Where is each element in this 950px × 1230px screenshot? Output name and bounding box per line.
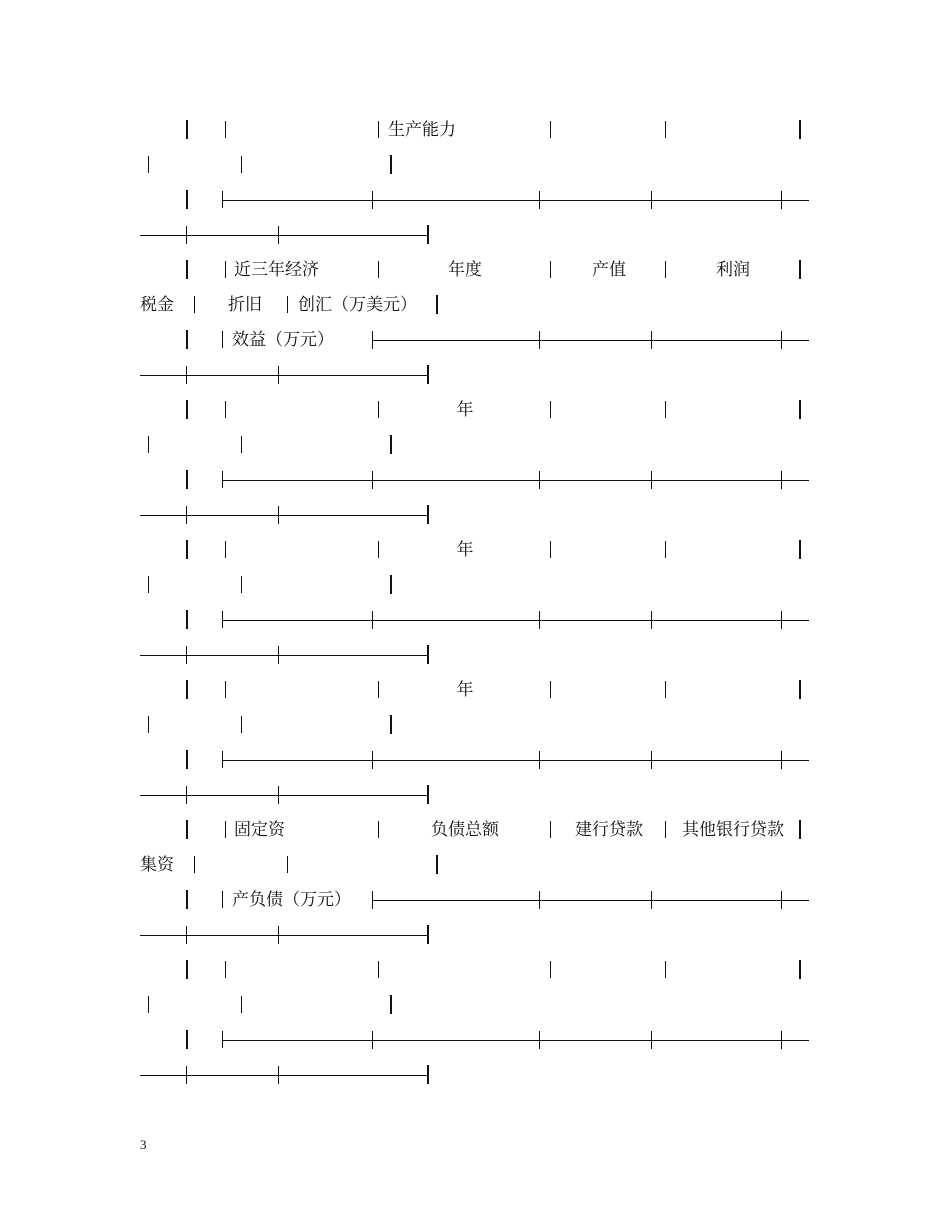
- rule-line: [140, 375, 429, 376]
- cell-border: [287, 296, 288, 313]
- cell-label-5: 税金: [140, 295, 174, 315]
- cell-border: [186, 890, 188, 909]
- cell-border: [378, 681, 379, 698]
- cell-border: [186, 960, 188, 979]
- rule-junction: [186, 786, 187, 804]
- cell-border: [550, 121, 551, 138]
- rule-junction: [278, 926, 279, 944]
- cell-border: [427, 505, 429, 524]
- rule-junction: [372, 611, 373, 629]
- cell-border: [665, 681, 666, 698]
- rule-junction: [186, 926, 187, 944]
- rule-junction: [186, 506, 187, 524]
- cell-border: [436, 295, 438, 314]
- cell-border: [148, 716, 149, 733]
- cell-border: [241, 436, 242, 453]
- cell-label-7: 创汇（万美元）: [298, 295, 417, 315]
- cell-label-2: 年度: [448, 260, 482, 280]
- cell-border: [148, 436, 149, 453]
- rule-junction: [278, 786, 279, 804]
- cell-border: [225, 681, 226, 698]
- cell-border: [665, 121, 666, 138]
- cell-border: [225, 821, 226, 838]
- cell-border: [427, 365, 429, 384]
- rule-junction: [651, 471, 652, 489]
- cell-border: [799, 260, 801, 279]
- cell-border: [148, 156, 149, 173]
- cell-border: [222, 331, 223, 348]
- cell-border: [186, 750, 188, 769]
- cell-border: [378, 961, 379, 978]
- rule-junction: [781, 191, 782, 209]
- cell-border: [427, 925, 429, 944]
- cell-border: [550, 401, 551, 418]
- capacity-label: 生产能力: [388, 120, 456, 140]
- cell-border: [225, 121, 226, 138]
- rule-line: [372, 900, 809, 901]
- rule-line: [372, 340, 809, 341]
- cell-border: [436, 855, 438, 874]
- rule-junction: [186, 226, 187, 244]
- cell-border: [550, 961, 551, 978]
- cell-border: [194, 296, 195, 313]
- cell-border: [427, 645, 429, 664]
- cell-border: [378, 821, 379, 838]
- cell-border: [799, 960, 801, 979]
- cell-border: [550, 261, 551, 278]
- cell-border: [186, 400, 188, 419]
- rule-junction: [539, 751, 540, 769]
- cell-border: [241, 716, 242, 733]
- cell-border: [665, 961, 666, 978]
- page-number: 3: [140, 1137, 147, 1152]
- rule-junction: [186, 366, 187, 384]
- cell-border: [186, 1030, 188, 1049]
- rule-junction: [781, 471, 782, 489]
- cell-border: [427, 785, 429, 804]
- cell-label-6: 折旧: [228, 295, 262, 315]
- rule-junction: [539, 891, 540, 909]
- rule-junction: [781, 611, 782, 629]
- cell-label-3: 产值: [592, 260, 626, 280]
- rule-junction: [278, 226, 279, 244]
- rule-junction: [539, 331, 540, 349]
- rule-junction: [651, 191, 652, 209]
- cell-label-1: 固定资: [234, 820, 285, 840]
- cell-border: [186, 330, 188, 349]
- rule-junction: [539, 471, 540, 489]
- rule-line: [222, 200, 809, 201]
- cell-label-2: 年: [456, 680, 474, 700]
- cell-border: [378, 121, 379, 138]
- cell-border: [390, 155, 392, 174]
- cell-border: [186, 260, 188, 279]
- rule-junction: [539, 1031, 540, 1049]
- cell-border: [550, 541, 551, 558]
- cell-border: [390, 435, 392, 454]
- cell-label-1: 近三年经济: [234, 260, 319, 280]
- cell-border: [225, 541, 226, 558]
- cell-border: [390, 995, 392, 1014]
- cell-border: [194, 856, 195, 873]
- cell-border: [427, 225, 429, 244]
- cell-continuation: 产负债（万元）: [232, 890, 351, 910]
- rule-junction: [539, 191, 540, 209]
- rule-junction: [372, 191, 373, 209]
- cell-label-2: 年: [456, 400, 474, 420]
- cell-border: [378, 261, 379, 278]
- rule-junction: [781, 1031, 782, 1049]
- cell-label-2: 负债总额: [431, 820, 499, 840]
- cell-border: [186, 680, 188, 699]
- cell-border: [186, 190, 188, 209]
- rule-line: [140, 1075, 429, 1076]
- cell-label-4: 其他银行贷款: [682, 820, 784, 840]
- cell-border: [148, 996, 149, 1013]
- cell-continuation: 效益（万元）: [232, 330, 334, 350]
- cell-border: [186, 820, 188, 839]
- rule-line: [222, 480, 809, 481]
- cell-border: [665, 401, 666, 418]
- rule-junction: [278, 366, 279, 384]
- rule-junction: [278, 646, 279, 664]
- rule-junction: [372, 1031, 373, 1049]
- cell-label-3: 建行贷款: [575, 820, 643, 840]
- cell-border: [427, 1065, 429, 1084]
- cell-border: [241, 996, 242, 1013]
- rule-junction: [781, 331, 782, 349]
- rule-junction: [781, 751, 782, 769]
- cell-border: [186, 120, 188, 139]
- rule-junction: [278, 506, 279, 524]
- rule-line: [140, 655, 429, 656]
- cell-border: [241, 576, 242, 593]
- rule-line: [222, 620, 809, 621]
- rule-junction: [651, 331, 652, 349]
- cell-border: [665, 821, 666, 838]
- rule-junction: [651, 611, 652, 629]
- cell-border: [665, 541, 666, 558]
- cell-border: [799, 820, 801, 839]
- cell-border: [378, 541, 379, 558]
- rule-junction: [186, 1066, 187, 1084]
- rule-line: [222, 1040, 809, 1041]
- cell-border: [222, 891, 223, 908]
- rule-line: [140, 515, 429, 516]
- rule-junction: [781, 891, 782, 909]
- cell-border: [287, 856, 288, 873]
- cell-border: [390, 575, 392, 594]
- rule-junction: [186, 646, 187, 664]
- cell-label-5: 集资: [140, 855, 174, 875]
- rule-line: [222, 760, 809, 761]
- cell-label-2: 年: [456, 540, 474, 560]
- cell-border: [799, 540, 801, 559]
- cell-border: [550, 821, 551, 838]
- cell-label-4: 利润: [716, 260, 750, 280]
- rule-junction: [372, 471, 373, 489]
- cell-border: [225, 961, 226, 978]
- rule-junction: [651, 1031, 652, 1049]
- rule-line: [140, 795, 429, 796]
- cell-border: [378, 401, 379, 418]
- cell-border: [665, 261, 666, 278]
- cell-border: [799, 400, 801, 419]
- cell-border: [148, 576, 149, 593]
- rule-junction: [651, 891, 652, 909]
- cell-border: [225, 401, 226, 418]
- rule-junction: [651, 751, 652, 769]
- cell-border: [241, 156, 242, 173]
- rule-line: [140, 235, 429, 236]
- cell-border: [550, 681, 551, 698]
- cell-border: [186, 610, 188, 629]
- cell-border: [390, 715, 392, 734]
- rule-junction: [372, 751, 373, 769]
- rule-junction: [539, 611, 540, 629]
- cell-border: [799, 120, 801, 139]
- cell-border: [225, 261, 226, 278]
- rule-line: [140, 935, 429, 936]
- rule-junction: [278, 1066, 279, 1084]
- cell-border: [186, 470, 188, 489]
- cell-border: [186, 540, 188, 559]
- cell-border: [799, 680, 801, 699]
